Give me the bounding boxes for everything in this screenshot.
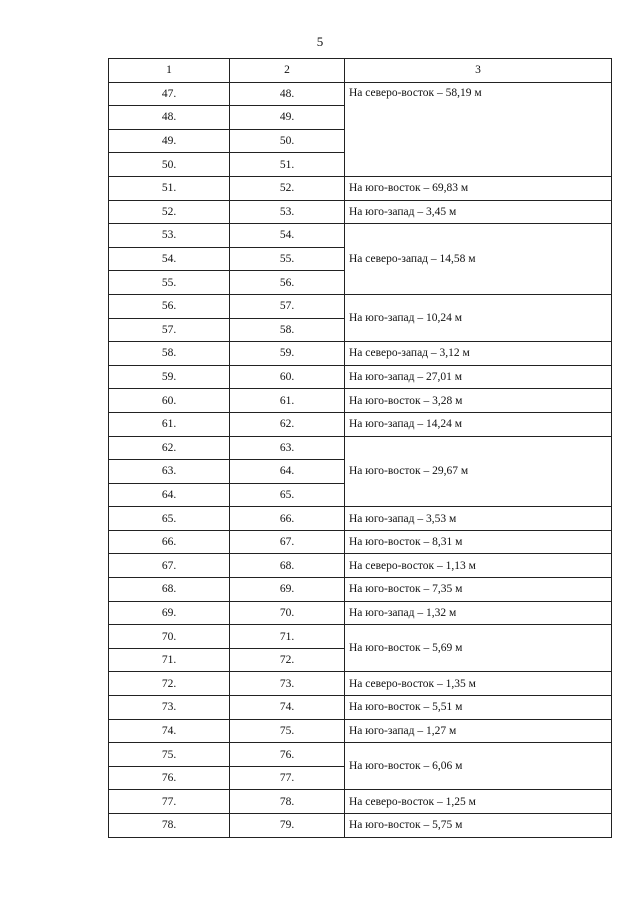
direction-distance-cell: На юго-восток – 69,83 м xyxy=(345,176,612,200)
point-to-cell: 50. xyxy=(230,129,345,153)
point-to-cell: 71. xyxy=(230,625,345,649)
direction-distance-cell: На юго-восток – 5,75 м xyxy=(345,814,612,838)
point-from-cell: 63. xyxy=(109,460,230,484)
table-row xyxy=(109,554,612,578)
direction-distance-cell: На северо-запад – 14,58 м xyxy=(345,224,612,295)
point-from-cell: 71. xyxy=(109,648,230,672)
direction-distance-cell: На юго-запад – 14,24 м xyxy=(345,412,612,436)
direction-distance-cell: На северо-восток – 1,25 м xyxy=(345,790,612,814)
point-to-cell: 67. xyxy=(230,530,345,554)
point-to-cell: 75. xyxy=(230,719,345,743)
point-to-cell: 49. xyxy=(230,106,345,130)
point-from-cell: 76. xyxy=(109,766,230,790)
point-from-cell: 53. xyxy=(109,224,230,248)
point-to-cell: 56. xyxy=(230,271,345,295)
table-row xyxy=(109,530,612,554)
point-from-cell: 67. xyxy=(109,554,230,578)
table-row xyxy=(109,507,612,531)
direction-distance-cell: На северо-восток – 1,13 м xyxy=(345,554,612,578)
point-from-cell: 74. xyxy=(109,719,230,743)
point-to-cell: 57. xyxy=(230,294,345,318)
point-from-cell: 72. xyxy=(109,672,230,696)
point-from-cell: 77. xyxy=(109,790,230,814)
point-from-cell: 68. xyxy=(109,578,230,602)
point-to-cell: 59. xyxy=(230,342,345,366)
point-from-cell: 62. xyxy=(109,436,230,460)
point-from-cell: 48. xyxy=(109,106,230,130)
table-row xyxy=(109,294,612,318)
table-row xyxy=(109,412,612,436)
direction-distance-cell: На юго-восток – 5,69 м xyxy=(345,625,612,672)
point-to-cell: 54. xyxy=(230,224,345,248)
table-row xyxy=(109,672,612,696)
point-to-cell: 79. xyxy=(230,814,345,838)
direction-distance-cell: На северо-восток – 58,19 м xyxy=(345,82,612,176)
point-to-cell: 65. xyxy=(230,483,345,507)
direction-distance-cell: На юго-восток – 7,35 м xyxy=(345,578,612,602)
table-header-row xyxy=(109,59,612,83)
point-to-cell: 53. xyxy=(230,200,345,224)
point-to-cell: 55. xyxy=(230,247,345,271)
point-to-cell: 62. xyxy=(230,412,345,436)
point-to-cell: 69. xyxy=(230,578,345,602)
point-from-cell: 56. xyxy=(109,294,230,318)
point-to-cell: 61. xyxy=(230,389,345,413)
table-row xyxy=(109,696,612,720)
point-to-cell: 73. xyxy=(230,672,345,696)
point-to-cell: 68. xyxy=(230,554,345,578)
point-to-cell: 70. xyxy=(230,601,345,625)
point-from-cell: 69. xyxy=(109,601,230,625)
point-from-cell: 51. xyxy=(109,176,230,200)
point-to-cell: 74. xyxy=(230,696,345,720)
point-to-cell: 63. xyxy=(230,436,345,460)
direction-distance-cell: На юго-восток – 29,67 м xyxy=(345,436,612,507)
direction-distance-cell: На юго-запад – 27,01 м xyxy=(345,365,612,389)
direction-distance-cell: На юго-восток – 3,28 м xyxy=(345,389,612,413)
point-from-cell: 73. xyxy=(109,696,230,720)
point-from-cell: 57. xyxy=(109,318,230,342)
point-from-cell: 60. xyxy=(109,389,230,413)
table-row xyxy=(109,601,612,625)
point-from-cell: 70. xyxy=(109,625,230,649)
direction-distance-cell: На юго-восток – 5,51 м xyxy=(345,696,612,720)
point-to-cell: 64. xyxy=(230,460,345,484)
direction-distance-cell: На юго-запад – 1,32 м xyxy=(345,601,612,625)
table-row xyxy=(109,342,612,366)
page-number: 5 xyxy=(316,34,324,49)
point-to-cell: 66. xyxy=(230,507,345,531)
direction-distance-cell: На юго-запад – 3,53 м xyxy=(345,507,612,531)
point-from-cell: 61. xyxy=(109,412,230,436)
point-from-cell: 78. xyxy=(109,814,230,838)
point-from-cell: 52. xyxy=(109,200,230,224)
point-to-cell: 51. xyxy=(230,153,345,177)
table-row xyxy=(109,176,612,200)
table-body xyxy=(109,82,612,837)
column-header-description: 3 xyxy=(345,59,612,83)
point-from-cell: 55. xyxy=(109,271,230,295)
point-from-cell: 50. xyxy=(109,153,230,177)
point-to-cell: 78. xyxy=(230,790,345,814)
direction-distance-cell: На юго-запад – 1,27 м xyxy=(345,719,612,743)
point-to-cell: 60. xyxy=(230,365,345,389)
table-row xyxy=(109,719,612,743)
point-from-cell: 47. xyxy=(109,82,230,106)
point-from-cell: 58. xyxy=(109,342,230,366)
point-to-cell: 52. xyxy=(230,176,345,200)
point-from-cell: 54. xyxy=(109,247,230,271)
point-to-cell: 76. xyxy=(230,743,345,767)
table-row xyxy=(109,436,612,460)
point-from-cell: 59. xyxy=(109,365,230,389)
column-header-to: 2 xyxy=(230,59,345,83)
direction-distance-cell: На юго-восток – 8,31 м xyxy=(345,530,612,554)
direction-distance-cell: На юго-восток – 6,06 м xyxy=(345,743,612,790)
direction-distance-cell: На северо-восток – 1,35 м xyxy=(345,672,612,696)
table-row xyxy=(109,82,612,106)
table-row xyxy=(109,790,612,814)
point-to-cell: 72. xyxy=(230,648,345,672)
table-row xyxy=(109,814,612,838)
point-from-cell: 64. xyxy=(109,483,230,507)
table-row xyxy=(109,625,612,649)
boundary-table xyxy=(108,58,612,838)
direction-distance-cell: На юго-запад – 10,24 м xyxy=(345,294,612,341)
point-from-cell: 75. xyxy=(109,743,230,767)
column-header-from: 1 xyxy=(109,59,230,83)
table-row xyxy=(109,200,612,224)
table-row xyxy=(109,365,612,389)
direction-distance-cell: На юго-запад – 3,45 м xyxy=(345,200,612,224)
table-row xyxy=(109,743,612,767)
direction-distance-cell: На северо-запад – 3,12 м xyxy=(345,342,612,366)
point-to-cell: 58. xyxy=(230,318,345,342)
point-from-cell: 49. xyxy=(109,129,230,153)
point-to-cell: 48. xyxy=(230,82,345,106)
table-row xyxy=(109,389,612,413)
table-row xyxy=(109,578,612,602)
point-from-cell: 66. xyxy=(109,530,230,554)
point-from-cell: 65. xyxy=(109,507,230,531)
table-row xyxy=(109,224,612,248)
point-to-cell: 77. xyxy=(230,766,345,790)
